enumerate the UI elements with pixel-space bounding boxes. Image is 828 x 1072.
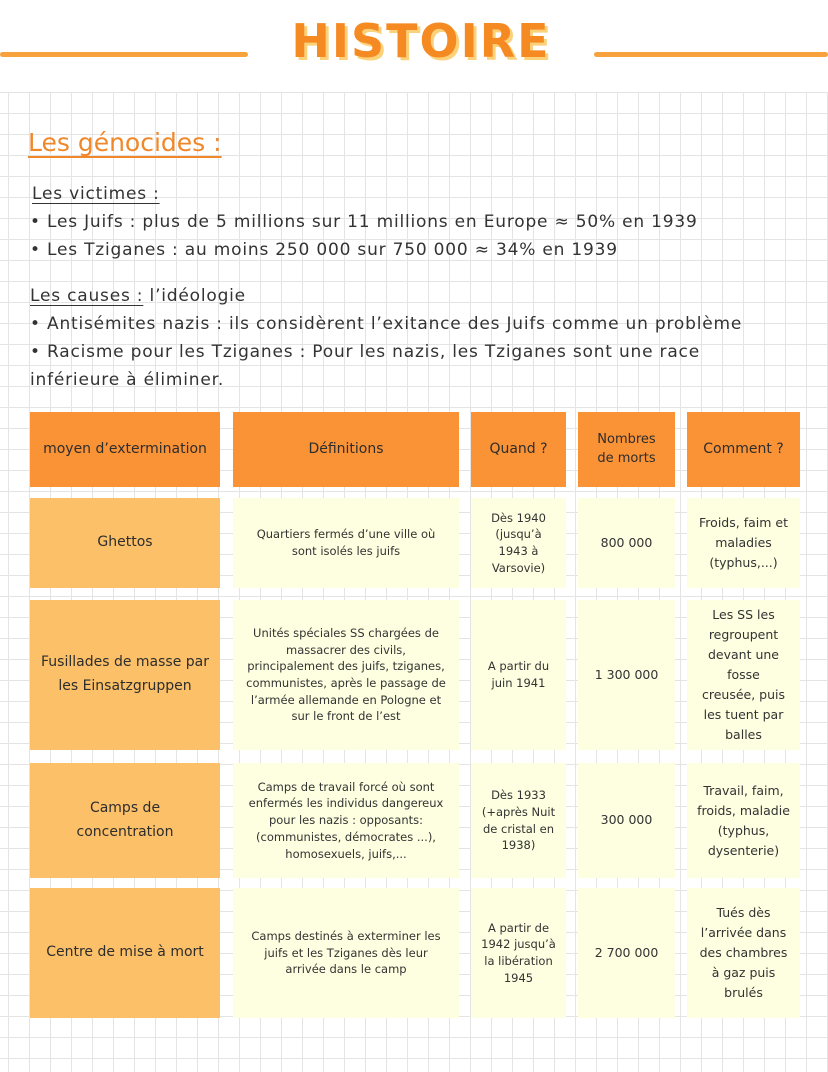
table-row-centre-quand: A partir de 1942 jusqu’à la libération 1945 bbox=[471, 888, 566, 1018]
table-row-centre-morts: 2 700 000 bbox=[578, 888, 675, 1018]
table-row-camps-quand: Dès 1933 (+après Nuit de cristal en 1938) bbox=[471, 763, 566, 878]
causes-heading-rest: l’idéologie bbox=[143, 286, 246, 306]
table-header-moyen: moyen d’extermination bbox=[30, 412, 220, 487]
table-row-fusillades-morts: 1 300 000 bbox=[578, 600, 675, 750]
table-row-fusillades-quand: A partir du juin 1941 bbox=[471, 600, 566, 750]
table-row-camps-moyen: Camps de concentration bbox=[30, 763, 220, 878]
table-row-fusillades-definition: Unités spéciales SS chargées de massacrer des civils, principalement des juifs, tziganes, communistes, après le passage de l’armée allemande en Pologne et sur le front de l’est bbox=[233, 600, 459, 750]
title-rule-left bbox=[0, 52, 248, 57]
causes-item-antisemitism: • Antisémites nazis : ils considèrent l’exitance des Juifs comme un problème bbox=[30, 314, 743, 334]
section-title: Les génocides : bbox=[28, 128, 222, 157]
victims-item-tziganes: • Les Tziganes : au moins 250 000 sur 750 000 ≈ 34% en 1939 bbox=[30, 240, 618, 260]
table-header-quand: Quand ? bbox=[471, 412, 566, 487]
table-row-centre-moyen: Centre de mise à mort bbox=[30, 888, 220, 1018]
table-row-fusillades-moyen: Fusillades de masse par les Einsatzgruppen bbox=[30, 600, 220, 750]
table-row-fusillades-comment: Les SS les regroupent devant une fosse creusée, puis les tuent par balles bbox=[687, 600, 800, 750]
table-row-ghettos-comment: Froids, faim et maladies (typhus,...) bbox=[687, 498, 800, 588]
table-row-ghettos-quand: Dès 1940 (jusqu’à 1943 à Varsovie) bbox=[471, 498, 566, 588]
victims-heading: Les victimes : bbox=[32, 184, 160, 204]
table-header-definitions: Définitions bbox=[233, 412, 459, 487]
table-header-comment: Comment ? bbox=[687, 412, 800, 487]
table-row-camps-morts: 300 000 bbox=[578, 763, 675, 878]
table-row-ghettos-morts: 800 000 bbox=[578, 498, 675, 588]
causes-item-racism-cont: inférieure à éliminer. bbox=[30, 370, 225, 390]
causes-item-racism: • Racisme pour les Tziganes : Pour les nazis, les Tziganes sont une race bbox=[30, 342, 700, 362]
table-row-centre-definition: Camps destinés à exterminer les juifs et les Tziganes dès leur arrivée dans le camp bbox=[233, 888, 459, 1018]
table-row-camps-definition: Camps de travail forcé où sont enfermés les individus dangereux pour les nazis : opposants: (communistes, démocrates ...), homosexuels, juifs,... bbox=[233, 763, 459, 878]
table-row-camps-comment: Travail, faim, froids, maladie (typhus, dysenterie) bbox=[687, 763, 800, 878]
causes-heading-line bbox=[30, 286, 246, 306]
title-rule-right bbox=[594, 52, 828, 57]
causes-heading: Les causes : bbox=[30, 286, 144, 306]
table-header-morts: Nombres de morts bbox=[578, 412, 675, 487]
table-row-ghettos-moyen: Ghettos bbox=[30, 498, 220, 588]
table-row-centre-comment: Tués dès l’arrivée dans des chambres à gaz puis brulés bbox=[687, 888, 800, 1018]
page-title: HISTOIRE bbox=[291, 14, 551, 68]
table-row-ghettos-definition: Quartiers fermés d’une ville où sont isolés les juifs bbox=[233, 498, 459, 588]
victims-item-jews: • Les Juifs : plus de 5 millions sur 11 millions en Europe ≈ 50% en 1939 bbox=[30, 212, 698, 232]
